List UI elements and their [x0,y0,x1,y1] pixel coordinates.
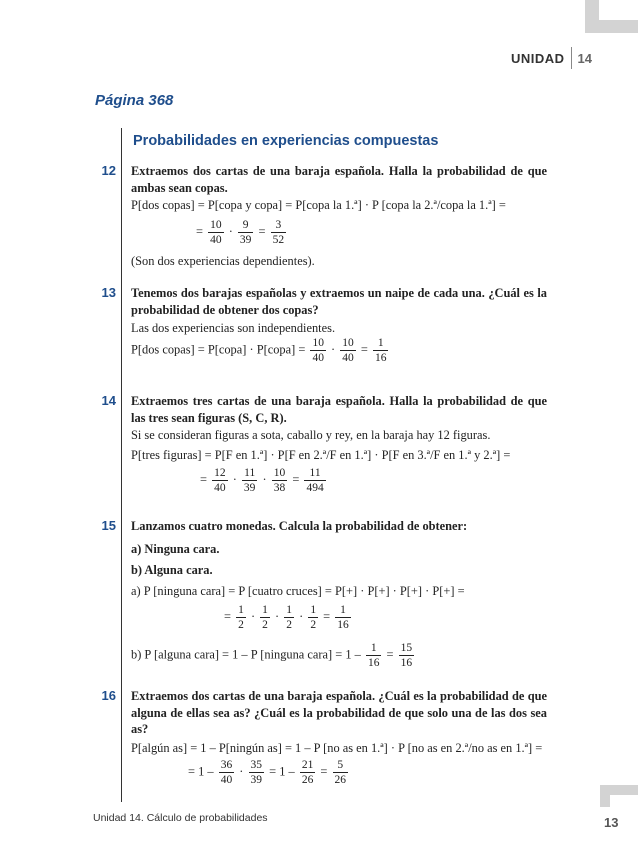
unit-header [511,47,592,69]
fraction: $\frac{15}{16}$ [400,642,413,669]
solution-line: a) P [ninguna cara] = P [cuatro cruces] = P[+] · P[+] · P[+] · P[+] = [131,584,465,598]
exercise-question: Tenemos dos barajas españolas y extraemos un naipe de cada una. ¿Cuál es la probabilidad de obtener dos copas? [131,286,547,317]
fraction-line: = $\frac{12}{40}$ · $\frac{11}{39}$ · $\frac{10}{38}$ = $\frac{11}{494}$ [200,467,324,494]
fraction: $\frac{12}{40}$ [214,467,226,494]
operator-text: = 1 – [188,764,214,779]
header-divider [571,47,572,69]
exercise-number: 12 [101,163,116,178]
fraction: $\frac{9}{39}$ [239,219,252,246]
solution-line: b) P [alguna cara] = 1 – P [ninguna cara] = 1 – $\frac{1}{16}$ = $\frac{15}{16}$ [131,642,413,669]
margin-rule [121,128,122,802]
operator-text: = 1 – [269,764,295,779]
exercise-question: Extraemos dos cartas de una baraja española. ¿Cuál es la probabilidad de que alguna de ellas sea as? ¿Cuál es la probabilidad de que solo una de las dos sea as? [131,689,547,736]
corner-decoration-bottom-v [600,785,610,807]
corner-decoration-top-h [585,20,638,33]
exercise-question: Lanzamos cuatro monedas. Calcula la probabilidad de obtener: [131,519,468,533]
fraction: $\frac{1}{2}$ [238,604,244,631]
exercise-question: Extraemos tres cartas de una baraja española. Halla la probabilidad de que las tres sean figuras (S, C, R). [131,394,547,425]
exercise-number: 15 [101,518,116,533]
exercise-number: 16 [101,688,116,703]
fraction-line: = $\frac{1}{2}$ · $\frac{1}{2}$ · $\frac{1}{2}$ · $\frac{1}{2}$ = $\frac{1}{16}$ [224,604,349,631]
solution-line: P[algún as] = 1 – P[ningún as] = 1 – P [no as en 1.ª] · P [no as en 2.ª/no as en 1.ª] = [131,741,543,755]
fraction: $\frac{3}{52}$ [272,219,285,246]
solution-text: b) P [alguna cara] = 1 – P [ninguna cara] = 1 – [131,647,361,662]
page-number: 13 [604,815,619,830]
fraction: $\frac{35}{39}$ [250,759,263,786]
footer-text: Unidad 14. Cálculo de probabilidades [93,812,268,824]
fraction: $\frac{1}{16}$ [367,642,380,669]
fraction: $\frac{10}{40}$ [312,337,324,364]
fraction: $\frac{10}{40}$ [342,337,354,364]
fraction: $\frac{1}{2}$ [310,604,317,631]
fraction-line: = 1 – $\frac{36}{40}$ · $\frac{35}{39}$ = 1 – $\frac{21}{26}$ = $\frac{5}{26}$ [188,759,346,786]
fraction-line: = $\frac{10}{40}$ · $\frac{9}{39}$ = $\frac{3}{52}$ [196,219,285,246]
page-heading: Página 368 [95,92,174,109]
solution-note: Si se consideran figuras a sota, caballo y rey, en la baraja hay 12 figuras. [131,428,491,442]
fraction: $\frac{10}{38}$ [273,467,286,494]
fraction: $\frac{1}{2}$ [262,604,268,631]
fraction: $\frac{1}{16}$ [374,337,387,364]
exercise-number: 13 [101,285,116,300]
exercise-question: Extraemos dos cartas de una baraja española. Halla la probabilidad de que ambas sean copas. [131,164,547,195]
exercise-part-b: b) Alguna cara. [131,563,213,577]
solution-line: P[dos copas] = P[copa y copa] = P[copa la 1.ª] · P [copa la 2.ª/copa la 1.ª] = [131,198,506,212]
fraction: $\frac{1}{2}$ [286,604,292,631]
solution-note: Las dos experiencias son independientes. [131,321,336,335]
fraction: $\frac{11}{494}$ [306,467,324,494]
fraction: $\frac{10}{40}$ [210,219,222,246]
section-title: Probabilidades en experiencias compuestas [133,133,439,149]
solution-line: P[tres figuras] = P[F en 1.ª] · P[F en 2.ª/F en 1.ª] · P[F en 3.ª/F en 1.ª y 2.ª] = [131,448,511,462]
exercise-part-a: a) Ninguna cara. [131,542,220,556]
solution-line: P[dos copas] = P[copa] · P[copa] = $\frac{10}{40}$ · $\frac{10}{40}$ = $\frac{1}{16}$ [131,337,387,364]
unit-number: 14 [577,50,592,66]
fraction: $\frac{5}{26}$ [334,759,346,786]
solution-note: (Son dos experiencias dependientes). [131,254,315,268]
unit-label: UNIDAD [510,50,565,66]
fraction: $\frac{36}{40}$ [220,759,233,786]
exercise-number: 14 [101,393,116,408]
solution-text: P[dos copas] = P[copa] · P[copa] = [131,342,306,357]
fraction: $\frac{11}{39}$ [243,467,256,494]
fraction: $\frac{21}{26}$ [301,759,314,786]
fraction: $\frac{1}{16}$ [337,604,349,631]
